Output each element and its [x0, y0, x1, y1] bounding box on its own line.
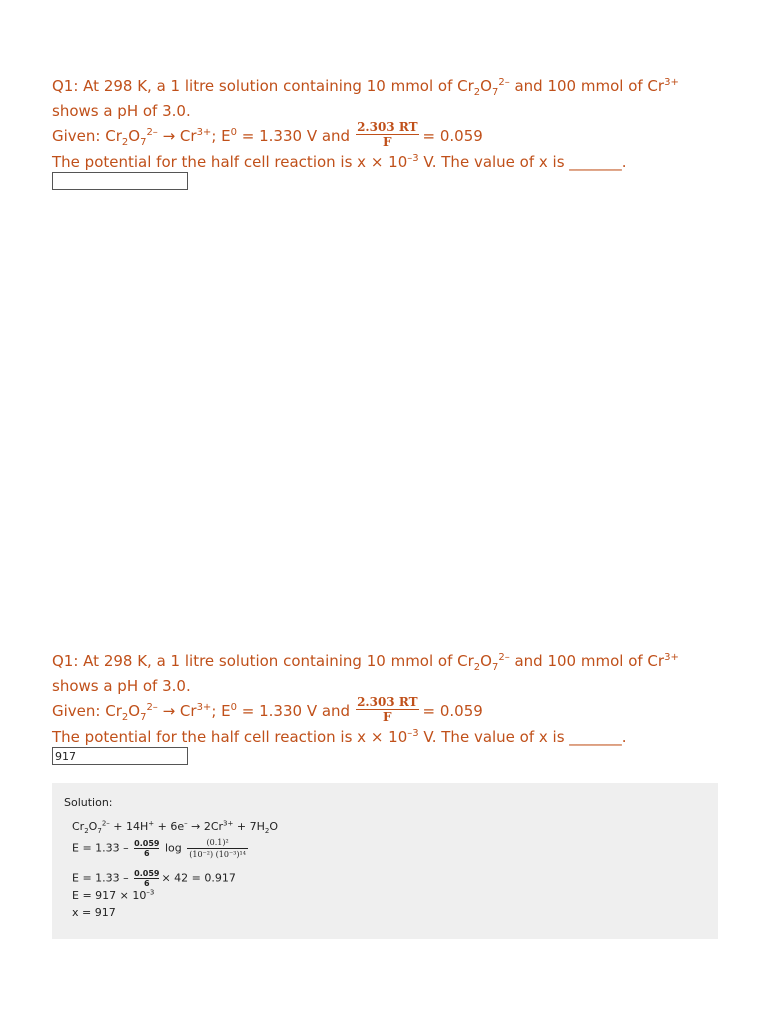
question-line-3: Given: $Cr_2O_7^{2-} \to Cr^{3+}$; $E^0 = 1.330$ V and $\frac{2.303 RT}{F}$ = 0.059 — [52, 120, 483, 149]
solution-label: Solution: — [64, 796, 113, 809]
question-line-1: Q1: At 298 K, a 1 litre solution containing 10 mmol of $Cr_2O_7^{2-}$ and 100 mmol of $Cr^{3+}$ — [52, 77, 679, 98]
fraction: $\frac{2.303 RT}{F}$ — [357, 695, 418, 724]
question-line-4: The potential for the half cell reaction is $x \times 10^{-3}$ V. The value of x is _______. — [52, 153, 627, 171]
question-line-2: shows a pH of 3.0. — [52, 101, 191, 120]
question-line-4: The potential for the half cell reaction is $x \times 10^{-3}$ V. The value of x is _______. — [52, 728, 627, 746]
solution-equation-2: E = 1.33 – $\frac{0.059}{6}$ log $\frac{\text{(0.1)²}}{\text{(10⁻²) (10⁻³)¹⁴}}$ — [72, 838, 246, 859]
solution-panel — [52, 783, 718, 939]
answer-input-filled[interactable]: 917 — [52, 747, 188, 765]
question-block-1 — [52, 74, 712, 175]
solution-equation-4: $E = 917 \times 10^{-3}$ — [72, 888, 155, 902]
fraction: $\frac{0.059}{6}$ — [134, 839, 160, 858]
question-block-2 — [52, 649, 712, 750]
fraction: $\frac{0.059}{6}$ — [134, 869, 160, 888]
solution-equation-1: $Cr_2O_7^{2-} + 14H^+ + 6e^- \to 2Cr^{3+} + 7H_2O$ — [72, 819, 278, 836]
question-line-1: Q1: At 298 K, a 1 litre solution containing 10 mmol of $Cr_2O_7^{2-}$ and 100 mmol of $Cr^{3+}$ — [52, 652, 679, 673]
answer-input-empty[interactable] — [52, 172, 188, 190]
fraction: $\frac{2.303 RT}{F}$ — [357, 120, 418, 149]
log-fraction: $\frac{\text{(0.1)²}}{\text{(10⁻²) (10⁻³)¹⁴}}$ — [189, 838, 246, 859]
solution-equation-5: x = 917 — [72, 906, 116, 919]
question-line-3: Given: $Cr_2O_7^{2-} \to Cr^{3+}$; $E^0 = 1.330$ V and $\frac{2.303 RT}{F}$ = 0.059 — [52, 695, 483, 724]
solution-equation-3: E = 1.33 – $\frac{0.059}{6}$ × 42 = 0.917 — [72, 869, 236, 888]
question-line-2: shows a pH of 3.0. — [52, 676, 191, 695]
